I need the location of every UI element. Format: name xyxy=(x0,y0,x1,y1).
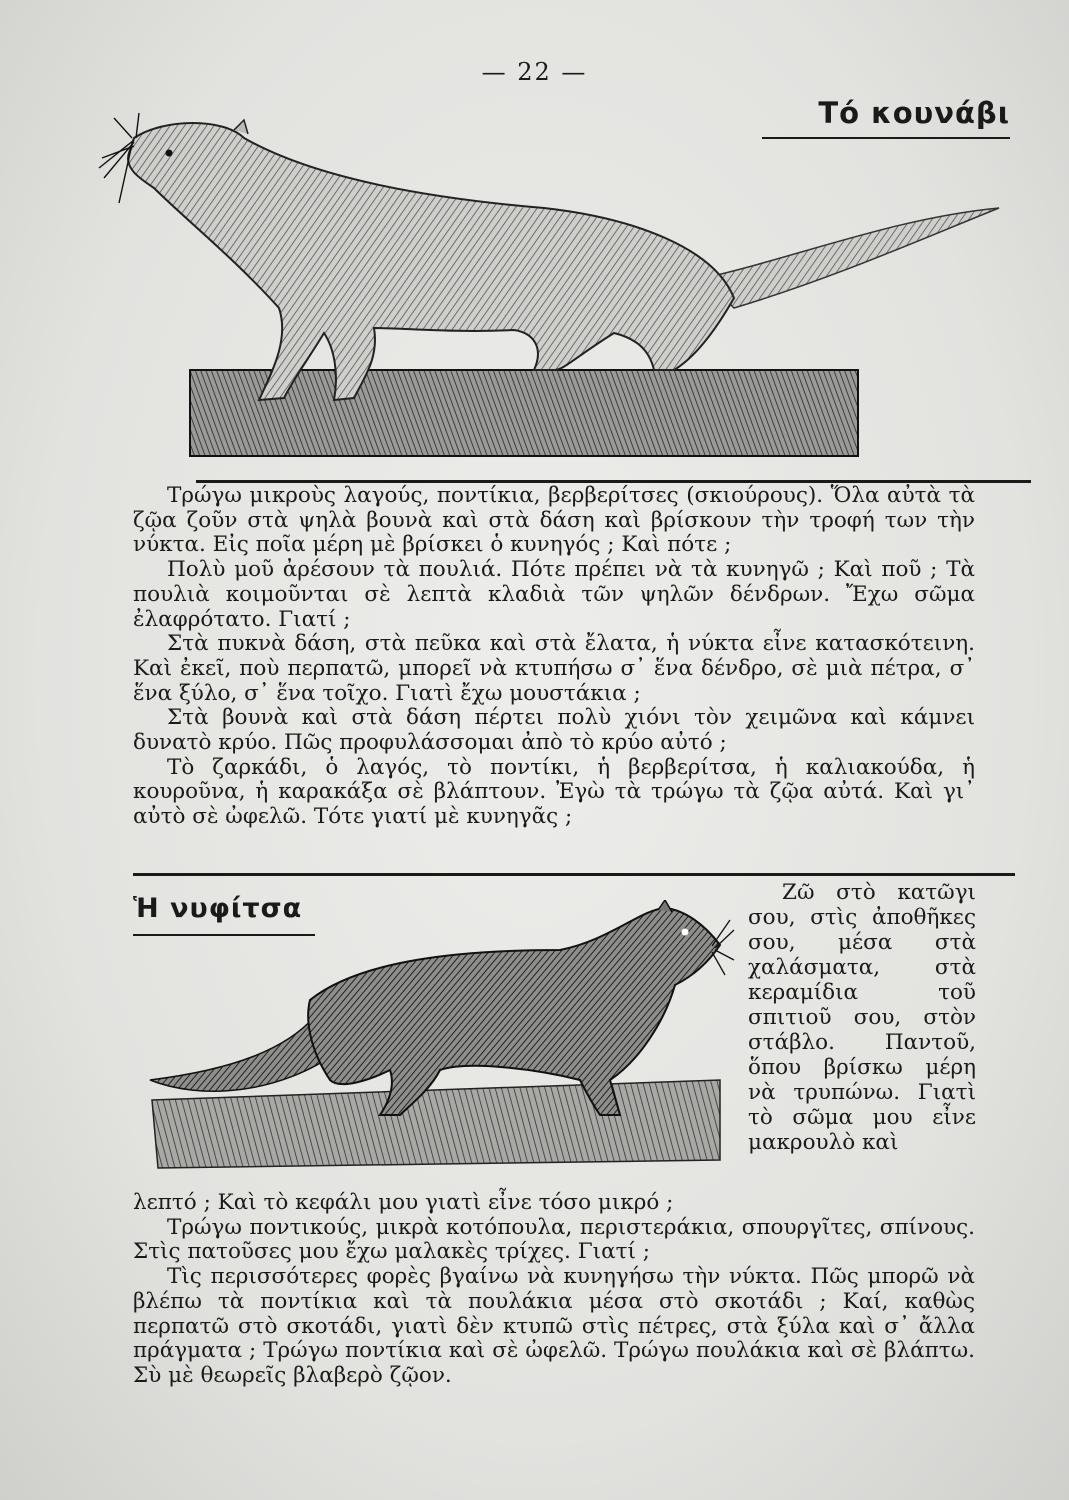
paragraph: Τρώγω ποντικούς, μικρὰ κοτόπουλα, περιστεράκια, σπουργῖτες, σπίνους. Στὶς πατοῦσες μου ἔχω μαλακὲς τρίχες. Γιατί ; xyxy=(133,1214,975,1265)
section-title-marten: Τό κουνάβι xyxy=(818,96,1010,130)
paragraph: λεπτό ; Καὶ τὸ κεφάλι μου γιατὶ εἶνε τόσο μικρό ; xyxy=(133,1190,674,1215)
paragraph: Τὸ ζαρκάδι, ὁ λαγός, τὸ ποντίκι, ἡ βερβερίτσα, ἡ καλιακούδα, ἡ κουροῦνα, ἡ καρακάξα σὲ βλάπτουν. Ἐγὼ τὰ τρώγω τὰ ζῷα αὐτά. Καὶ γι᾿ αὐτὸ σὲ ὠφελῶ. Τότε γιατί μὲ κυνηγᾶς ; xyxy=(133,754,975,830)
section-title-weasel: Ἡ νυφίτσα xyxy=(133,893,303,924)
weasel-side-text xyxy=(748,880,976,1155)
weasel-illustration xyxy=(140,900,735,1175)
marten-text xyxy=(133,484,975,830)
paragraph: Στὰ βουνὰ καὶ στὰ δάση πέρτει πολὺ χιόνι τὸν χειμῶνα καὶ κάμνει δυνατὸ κρύο. Πῶς προφυλάσσομαι ἀπὸ τὸ κρύο αὐτό ; xyxy=(133,705,975,756)
section-divider xyxy=(133,873,1015,876)
weasel-text xyxy=(133,1191,975,1389)
paragraph: Ζῶ στὸ κατῶγι σου, στὶς ἀποθῆκες σου, μέσα στὰ χαλάσματα, στὰ κεραμίδια τοῦ σπιτιοῦ σου, στὸν στάβλο. Παντοῦ, ὅπου βρίσκω μέρη νὰ τρυπώνω. Γιατὶ τὸ σῶμα μου εἶνε μακρουλὸ καὶ xyxy=(748,880,976,1155)
paragraph: Στὰ πυκνὰ δάση, στὰ πεῦκα καὶ στὰ ἔλατα, ἡ νύκτα εἶνε κατασκότεινη. Καὶ ἐκεῖ, ποὺ περπατῶ, μπορεῖ νὰ κτυπήσω σ᾿ ἕνα δένδρο, σὲ μιὰ πέτρα, σ᾿ ἕνα ξύλο, σ᾿ ἕνα τοῖχο. Γιατὶ ἔχω μουστάκια ; xyxy=(133,631,975,706)
paragraph: Τὶς περισσότερες φορὲς βγαίνω νὰ κυνηγήσω τὴν νύκτα. Πῶς μπορῶ νὰ βλέπω τὰ ποντίκια καὶ τὰ πουλάκια μέσα στὸ σκοτάδι ; Καί, καθὼς περπατῶ στὸ σκοτάδι, γιατὶ δὲν κτυπῶ στὶς πέτρες, στὰ ξύλα καὶ σ᾿ ἄλλα πράγματα ; Τρώγω ποντίκια καὶ σὲ ὠφελῶ. Τρώγω πουλάκια καὶ σὲ βλάπτω. Σὺ μὲ θεωρεῖς βλαβερὸ ζῷον. xyxy=(133,1264,975,1388)
paragraph: Πολὺ μοῦ ἀρέσουν τὰ πουλιά. Πότε πρέπει νὰ τὰ κυνηγῶ ; Καὶ ποῦ ; Τὰ πουλιὰ κοιμοῦνται σὲ λεπτὰ κλαδιὰ τῶν ψηλῶν δένδρων. Ἔχω σῶμα ἐλαφρότατο. Γιατί ; xyxy=(133,557,975,632)
page-number: — 22 — xyxy=(481,58,588,86)
marten-illustration xyxy=(94,108,1014,468)
paragraph: Τρώγω μικροὺς λαγούς, ποντίκια, βερβερίτσες (σκιούρους). Ὅλα αὐτὰ τὰ ζῷα ζοῦν στὰ ψηλὰ βουνὰ καὶ στὰ δάση καὶ βρίσκουν τὴν τροφή των τὴν νύκτα. Εἰς ποῖα μέρη μὲ βρίσκει ὁ κυνηγός ; Καὶ πότε ; xyxy=(133,483,975,558)
